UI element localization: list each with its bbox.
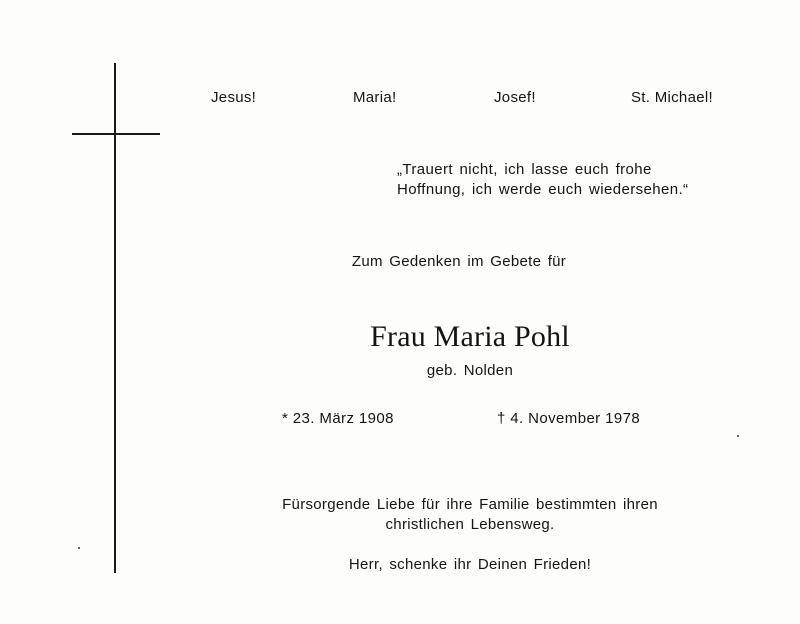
scripture-quote: [397, 160, 688, 200]
blessing-text: Herr, schenke ihr Deinen Frieden!: [348, 556, 592, 573]
invocation-josef: Josef!: [494, 89, 536, 106]
cross-icon-horizontal-beam: [72, 133, 160, 135]
paper-speck: [737, 435, 739, 437]
cross-icon-vertical-beam: [114, 63, 116, 573]
deceased-name: Frau Maria Pohl: [370, 320, 570, 353]
invocation-jesus: Jesus!: [211, 89, 257, 106]
quote-line-1: „Trauert nicht, ich lasse euch frohe: [397, 161, 652, 178]
closing-line-1: Fürsorgende Liebe für ihre Familie bestimmten ihren: [282, 496, 658, 513]
death-date: † 4. November 1978: [497, 410, 641, 427]
invocation-st-michael: St. Michael!: [631, 89, 713, 106]
quote-line-2: Hoffnung, ich werde euch wiedersehen.“: [397, 181, 689, 198]
closing-line-2: christlichen Lebensweg.: [385, 516, 555, 533]
invocation-maria: Maria!: [353, 89, 397, 106]
closing-text: [120, 495, 800, 535]
paper-speck: [78, 547, 80, 549]
birth-date: * 23. März 1908: [282, 410, 394, 427]
memorial-intro: Zum Gedenken im Gebete für: [351, 253, 567, 270]
maiden-name: geb. Nolden: [426, 362, 514, 379]
